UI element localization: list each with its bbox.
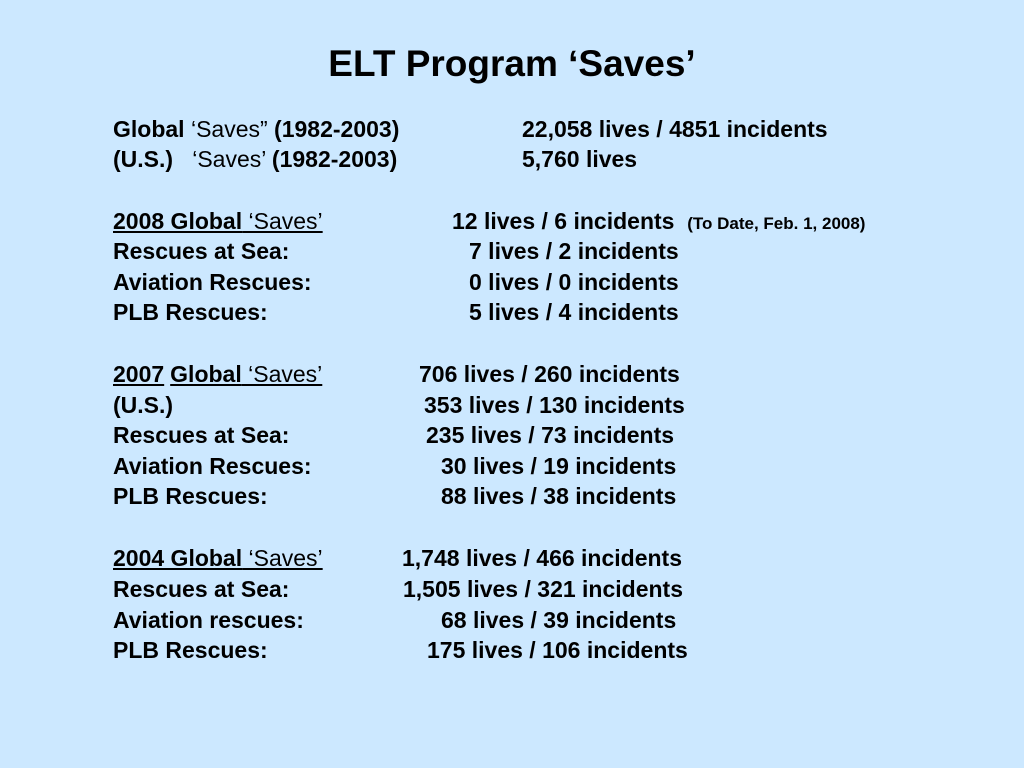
section-2004-total: 1,748 lives / 466 incidents	[402, 545, 682, 571]
section-2008-total: 12 lives / 6 incidents (To Date, Feb. 1, 2008)	[452, 208, 866, 234]
summary-us-value: 5,760 lives	[522, 146, 638, 172]
summary-global-label: Global ‘Saves” (1982-2003)	[113, 116, 400, 142]
section-2008-title: 2008 Global ‘Saves’	[113, 208, 323, 234]
summary-us-label: (U.S.) ‘Saves’ (1982-2003)	[113, 146, 398, 172]
section-2007-total: 706 lives / 260 incidents	[419, 361, 680, 387]
section-2008-note: (To Date, Feb. 1, 2008)	[687, 214, 866, 233]
summary-global-value: 22,058 lives / 4851 incidents	[522, 116, 828, 142]
page-title: ELT Program ‘Saves’	[328, 43, 696, 84]
section-2004-title: 2004 Global ‘Saves’	[113, 545, 323, 571]
section-2007-title: 2007 Global ‘Saves’	[113, 361, 323, 387]
